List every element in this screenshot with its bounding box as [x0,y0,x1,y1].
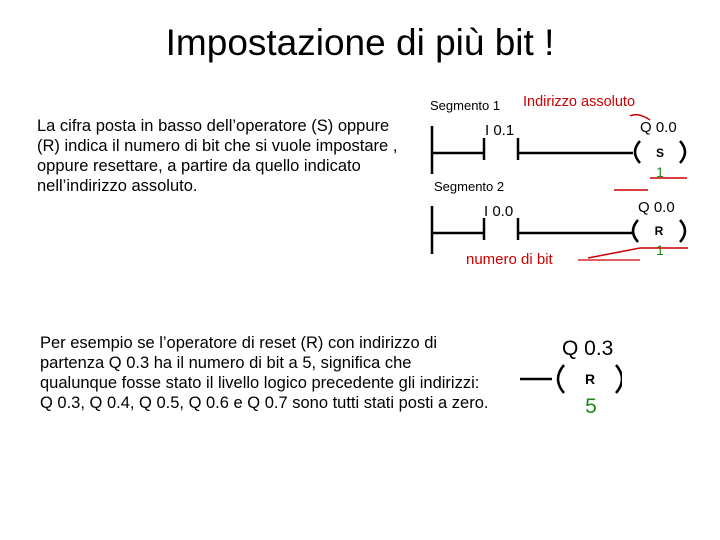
coil-1-right-bracket [680,141,685,163]
bit-count-pointer [588,248,640,258]
segment-1-label: Segmento 1 [430,98,501,113]
coil-1-operator: S [655,146,665,160]
example-right-bracket [616,365,622,393]
page-title: Impostazione di più bit ! [165,22,555,63]
coil-2-right-bracket [680,220,685,242]
contact-2-address: I 0.0 [484,203,514,220]
coil-1-address: Q 0.0 [640,119,677,136]
coil-2-address: Q 0.0 [638,199,675,216]
coil-1-left-bracket [635,141,640,163]
example-address: Q 0.3 [562,337,614,360]
coil-2-bits: 1 [656,242,664,258]
segment-2-label: Segmento 2 [434,179,505,194]
explanation-paragraph: La cifra posta in basso dell’operatore (S) oppure (R) indica il numero di bit che si vuole impostare , oppure resettare, a partire da quello indicato nell’indirizzo assoluto. [37,117,398,195]
coil-2-left-bracket [633,220,638,242]
example-bits: 5 [585,395,597,418]
absolute-address-label: Indirizzo assoluto [523,94,636,110]
bit-count-label: numero di bit [466,251,553,268]
ladder-diagram [418,88,698,268]
example-left-bracket [558,365,564,393]
example-coil-diagram [512,327,622,422]
example-operator: R [584,371,596,387]
contact-1-address: I 0.1 [485,122,515,139]
coil-1-bits: 1 [656,164,664,180]
coil-2-operator: R [654,224,664,238]
example-paragraph: Per esempio se l’operatore di reset (R) con indirizzo di partenza Q 0.3 ha il numero di bit a 5, significa che qualunque fosse stato il livello logico precedente gli indirizzi: Q 0.3, Q 0.4, Q 0.5, Q 0.6 e Q 0.7 sono tutti stati posti a zero. [40,334,489,412]
